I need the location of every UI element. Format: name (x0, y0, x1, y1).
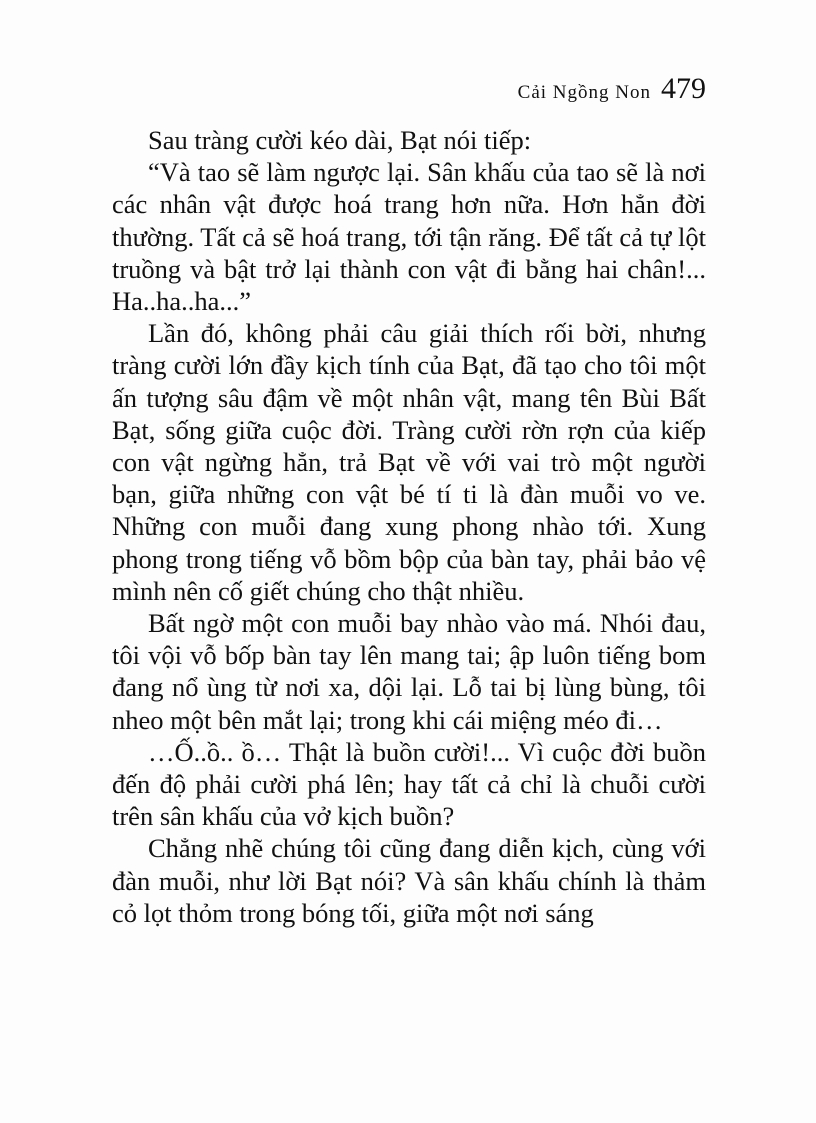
paragraph: Chẳng nhẽ chúng tôi cũng đang diễn kịch, cùng với đàn muỗi, như lời Bạt nói? Và sân khấu chính là thảm cỏ lọt thỏm trong bóng tối, giữa một nơi sáng (112, 833, 706, 928)
paragraph: Bất ngờ một con muỗi bay nhào vào má. Nhói đau, tôi vội vỗ bốp bàn tay lên mang tai; ập luôn tiếng bom đang nổ ùng từ nơi xa, dội lại. Lỗ tai bị lùng bùng, tôi nheo một bên mắt lại; trong khi cái miệng méo đi… (112, 608, 706, 735)
page-number: 479 (661, 72, 706, 105)
running-head (518, 72, 706, 106)
body-text (112, 124, 706, 929)
paragraph: Lần đó, không phải câu giải thích rối bời, nhưng tràng cười lớn đầy kịch tính của Bạt, đã tạo cho tôi một ấn tượng sâu đậm về một nhân vật, mang tên Bùi Bất Bạt, sống giữa cuộc đời. Tràng cười rờn rợn của kiếp con vật ngừng hẳn, trả Bạt về với vai trò một người bạn, giữa những con vật bé tí ti là đàn muỗi vo ve. Những con muỗi đang xung phong nhào tới. Xung phong trong tiếng vỗ bồm bộp của bàn tay, phải bảo vệ mình nên cố giết chúng cho thật nhiều. (112, 318, 706, 606)
paragraph: Sau tràng cười kéo dài, Bạt nói tiếp: (148, 125, 532, 155)
paragraph: “Và tao sẽ làm ngược lại. Sân khấu của tao sẽ là nơi các nhân vật được hoá trang hơn nữa. Hơn hẳn đời thường. Tất cả sẽ hoá trang, tới tận răng. Để tất cả tự lột truồng và bật trở lại thành con vật đi bằng hai chân!... Ha..ha..ha...” (112, 157, 706, 317)
book-title: Cải Ngồng Non (517, 82, 651, 103)
paragraph: …Ố..ồ.. ồ… Thật là buồn cười!... Vì cuộc đời buồn đến độ phải cười phá lên; hay tất cả chỉ là chuỗi cười trên sân khấu của vở kịch buồn? (112, 736, 706, 832)
